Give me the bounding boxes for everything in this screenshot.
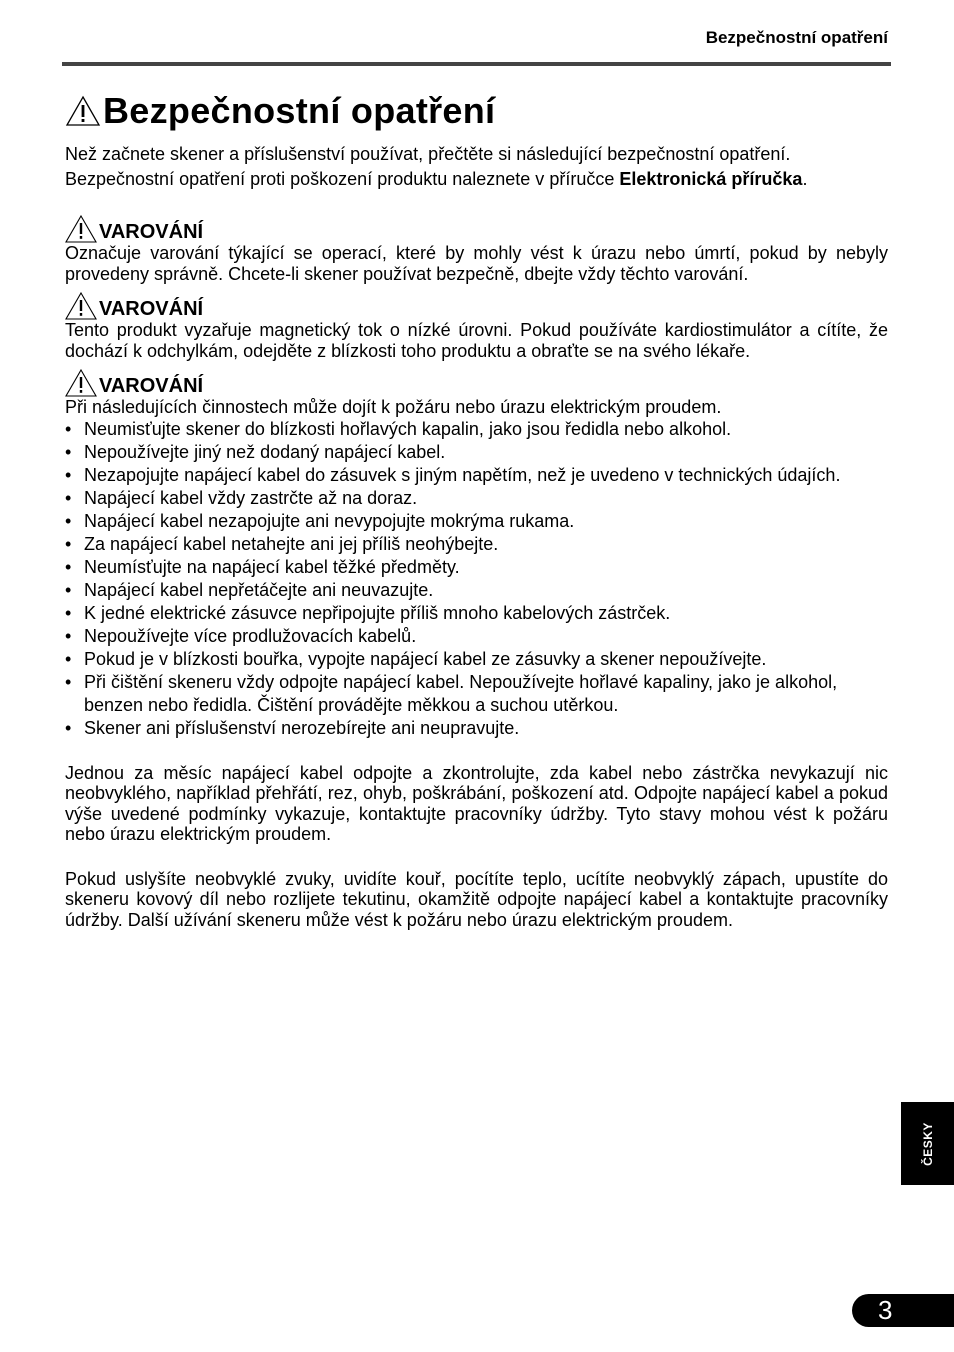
- warning-triangle-icon: [65, 369, 99, 397]
- list-item: [65, 533, 888, 556]
- list-item-text: K jedné elektrické zásuvce nepřipojujte příliš mnoho kabelových zástrček.: [84, 602, 671, 623]
- list-item-text: Neumisťujte skener do blízkosti hořlavých kapalin, jako jsou ředidla nebo alkohol.: [84, 418, 732, 439]
- bullet-marker: •: [65, 418, 72, 439]
- warning-block-2: [65, 294, 888, 361]
- list-item: [65, 671, 888, 717]
- list-item: [65, 510, 888, 533]
- intro-line-1: Než začnete skener a příslušenství používat, přečtěte si následující bezpečnostní opatření.: [65, 144, 791, 164]
- page-content: [65, 90, 888, 930]
- bullet-marker: •: [65, 648, 72, 669]
- list-item: [65, 579, 888, 602]
- list-item: [65, 487, 888, 510]
- hazard-list: [65, 418, 888, 740]
- running-header: Bezpečnostní opatření: [705, 28, 888, 47]
- list-item-text: Napájecí kabel vždy zastrčte až na doraz.: [84, 487, 418, 508]
- bullet-marker: •: [65, 556, 72, 577]
- list-item-text: Při čištění skeneru vždy odpojte napájecí kabel. Nepoužívejte hořlavé kapaliny, jako je alkohol, benzen nebo ředidla. Čištění provádějte měkkou a suchou utěrkou.: [84, 671, 838, 715]
- manual-reference: Elektronická příručka: [619, 168, 803, 189]
- language-tab: [901, 1102, 954, 1185]
- warning-text: Označuje varování týkající se operací, které by mohly vést k úrazu nebo úmrtí, pokud by nebyly provedeny správně. Chcete-li skener používat bezpečně, dbejte vždy těchto varování.: [65, 243, 888, 284]
- intro-line-2: [65, 169, 888, 190]
- warning-heading: [65, 371, 888, 397]
- bullet-marker: •: [65, 579, 72, 600]
- bullet-marker: •: [65, 602, 72, 623]
- list-item: [65, 602, 888, 625]
- bullet-marker: •: [65, 464, 72, 485]
- warning-text: Tento produkt vyzařuje magnetický tok o nízké úrovni. Pokud používáte kardiostimulátor a cítíte, že dochází k odchylkám, odejděte z blízkosti toho produktu a obraťte se na svého lékaře.: [65, 320, 888, 361]
- warning-label: VAROVÁNÍ: [99, 298, 204, 320]
- list-item-text: Pokud je v blízkosti bouřka, vypojte napájecí kabel ze zásuvky a skener nepoužívejte.: [84, 648, 767, 669]
- list-item: [65, 625, 888, 648]
- bullet-marker: •: [65, 510, 72, 531]
- warning-triangle-icon: [65, 95, 101, 127]
- warning-triangle-icon: [65, 215, 99, 243]
- list-item: [65, 418, 888, 441]
- bullet-marker: •: [65, 671, 72, 692]
- list-item-text: Nezapojujte napájecí kabel do zásuvek s jiným napětím, než je uvedeno v technických údajích.: [84, 464, 841, 485]
- warning-block-1: [65, 217, 888, 284]
- warning-heading: [65, 294, 888, 320]
- bullet-marker: •: [65, 487, 72, 508]
- list-item-text: Nepoužívejte více prodlužovacích kabelů.: [84, 625, 417, 646]
- language-tab-label: ČESKY: [920, 1121, 935, 1166]
- bullet-marker: •: [65, 717, 72, 738]
- list-item: [65, 648, 888, 671]
- bullet-marker: •: [65, 625, 72, 646]
- warning-label: VAROVÁNÍ: [99, 375, 204, 397]
- list-item-text: Napájecí kabel nepřetáčejte ani neuvazujte.: [84, 579, 434, 600]
- list-item: [65, 556, 888, 579]
- list-item-text: Napájecí kabel nezapojujte ani nevypojujte mokrýma rukama.: [84, 510, 575, 531]
- warning-text: Při následujících činnostech může dojít k požáru nebo úrazu elektrickým proudem.: [65, 397, 722, 417]
- warning-heading: [65, 217, 888, 243]
- intro-line-2-prefix: Bezpečnostní opatření proti poškození produktu naleznete v příručce: [65, 168, 620, 189]
- header-rule: [62, 62, 891, 66]
- monthly-check-paragraph: Jednou za měsíc napájecí kabel odpojte a zkontrolujte, zda kabel nebo zástrčka nevykazují nic neobvyklého, například přehřátí, rez, ohyb, poškrábání, poškození atd. Odpojte napájecí kabel a pokud výše uvedené podmínky vykazuje, kontaktujte pracovníky údržby. Tyto stavy mohou vést k požáru nebo úrazu elektrickým proudem.: [65, 762, 888, 844]
- intro-line-2-suffix: .: [802, 168, 808, 189]
- emergency-paragraph: Pokud uslyšíte neobvyklé zvuky, uvidíte kouř, pocítíte teplo, ucítíte neobvyklý zápach, upustíte do skeneru kovový díl nebo rozlijete tekutinu, okamžitě odpojte napájecí kabel a kontaktujte pracovníky údržby. Další užívání skeneru může vést k požáru nebo úrazu elektrickým proudem.: [65, 868, 888, 930]
- page-title: Bezpečnostní opatření: [103, 90, 496, 131]
- list-item-text: Za napájecí kabel netahejte ani jej příliš neohýbejte.: [84, 533, 499, 554]
- list-item-text: Skener ani příslušenství nerozebírejte ani neupravujte.: [84, 717, 520, 738]
- list-item-text: Nepoužívejte jiný než dodaný napájecí kabel.: [84, 441, 446, 462]
- warning-label: VAROVÁNÍ: [99, 221, 204, 243]
- bullet-marker: •: [65, 533, 72, 554]
- page-number: 3: [878, 1295, 893, 1325]
- list-item: [65, 464, 888, 487]
- warning-block-3: [65, 371, 888, 740]
- page-number-badge: [852, 1294, 954, 1327]
- list-item: [65, 717, 888, 740]
- list-item: [65, 441, 888, 464]
- bullet-marker: •: [65, 441, 72, 462]
- warning-triangle-icon: [65, 292, 99, 320]
- title-row: [65, 90, 888, 132]
- list-item-text: Neumísťujte na napájecí kabel těžké předměty.: [84, 556, 460, 577]
